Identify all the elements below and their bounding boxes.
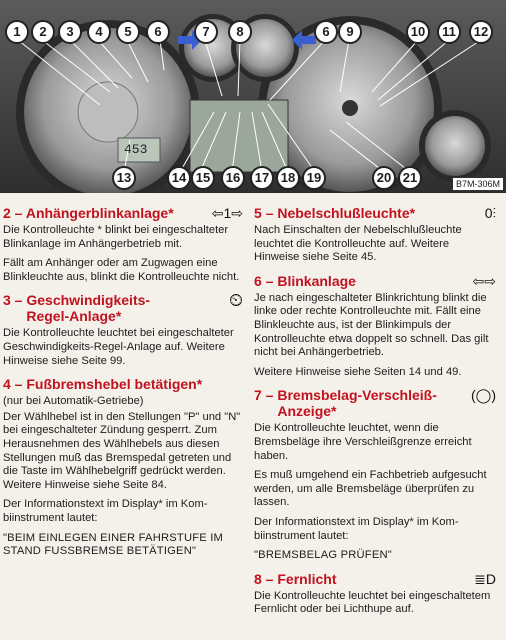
section-6-text-1: Je nach eingeschalteter Blinkrichtung blinkt die linke oder rechte Kontrolleuchte mit. Fällt eine Blinkleuchte aus, ist der Blinkimpuls der Kontrolleuchte etwa doppelt so schnell. Das gilt nicht bei Anhängerbetrieb.	[254, 291, 489, 359]
high-beam-icon: ≣D	[474, 570, 496, 587]
cruise-control-icon: ⏲	[228, 290, 243, 311]
section-4-text-1: Der Wählhebel ist in den Stellungen "P" und "N" bei eingeschalteter Zündung gesperrt. Zum Herausnehmen des Wählhebels aus diesen Stellungen muß das Bremspedal getreten und die Taste im Wählhebelgriff gedrückt werden. Weitere Hinweise siehe Seite 84.	[3, 410, 241, 491]
trailer-turn-signal-icon: ⇦1⇨	[211, 205, 243, 221]
section-3-number: 3 –	[3, 292, 23, 309]
brake-pad-wear-icon: (◯)	[471, 387, 496, 404]
section-3-title: Geschwindigkeits-Regel-Anlage*	[26, 292, 151, 325]
section-8-title: Fernlicht	[277, 570, 337, 587]
instrument-panel-figure	[0, 0, 506, 193]
callout-12: 12	[469, 20, 493, 44]
callout-15: 15	[191, 166, 215, 190]
section-7-title: Bremsbelag-Verschleiß-Anzeige*	[277, 387, 437, 420]
left-column	[3, 202, 243, 565]
section-4-note: (nur bei Automatik-Getriebe)	[3, 395, 144, 408]
section-2-text-2: Fällt am Anhänger oder am Zugwagen eine Blinkleuchte aus, blinkt die Kontrolleuchte nicht.	[3, 257, 240, 283]
section-2-number: 2 –	[3, 205, 23, 221]
section-4-number: 4 –	[3, 376, 23, 393]
callout-5: 5	[116, 20, 140, 44]
callout-6-left: 6	[146, 20, 170, 44]
heading-section-3	[3, 292, 243, 324]
section-6-title: Blinkanlage	[277, 272, 356, 289]
section-3-text-1: Die Kontrolleuchte leuchtet bei eingeschalteter Geschwindigkeits-Regel-Anlage auf. Weitere Hinweise siehe Seite 99.	[3, 327, 234, 367]
callout-6-right: 6	[314, 20, 338, 44]
callout-13: 13	[112, 166, 136, 190]
callout-20: 20	[372, 166, 396, 190]
section-8-number: 8 –	[254, 570, 274, 587]
rear-fog-light-icon: 0⫶	[484, 205, 496, 221]
callout-8: 8	[228, 20, 252, 44]
callout-7: 7	[194, 20, 218, 44]
heading-section-7	[254, 387, 496, 419]
heading-section-2	[3, 205, 243, 221]
oil-temperature-gauge	[419, 110, 491, 182]
heading-section-4	[3, 376, 243, 392]
section-5-text-1: Nach Einschalten der Nebelschlußleuchte leuchtet die Kontrolleuchte auf. Weitere Hinweise siehe Seite 45.	[254, 224, 462, 264]
section-7-text-3: Der Informationstext im Display* im Kombiinstrument lautet:	[254, 515, 459, 542]
turn-signal-icon: ⇦⇨	[472, 272, 496, 289]
callout-2: 2	[31, 20, 55, 44]
lcd-readout: 453	[124, 142, 148, 157]
callout-16: 16	[221, 166, 245, 190]
section-8-text-1: Die Kontrolleuchte leuchtet bei eingeschaltetem Fernlicht oder bei Lichthupe auf.	[254, 589, 491, 616]
section-7-number: 7 –	[254, 387, 274, 404]
right-column	[254, 202, 496, 623]
callout-19: 19	[302, 166, 326, 190]
callout-9: 9	[338, 20, 362, 44]
callout-3: 3	[58, 20, 82, 44]
callout-10: 10	[406, 20, 430, 44]
section-4-text-2: Der Informationstext im Display* im Kombiinstrument lautet:	[3, 498, 208, 524]
callout-14: 14	[167, 166, 191, 190]
section-2-text-1: Die Kontrolleuchte * blinkt bei eingeschalteter Blinkanlage im Anhängerbetrieb mit.	[3, 224, 229, 250]
section-6-number: 6 –	[254, 272, 274, 289]
section-5-number: 5 –	[254, 205, 274, 221]
heading-section-6	[254, 273, 496, 289]
section-7-text-2: Es muß umgehend ein Fachbetrieb aufgesucht werden, um alle Bremsbeläge überprüfen zu lassen.	[254, 469, 487, 509]
section-4-title: Fußbremshebel betätigen*	[26, 376, 203, 393]
section-7-text-1: Die Kontrolleuchte leuchtet, wenn die Bremsbeläge ihre Verschleißgrenze erreicht haben.	[254, 422, 472, 462]
section-2-title: Anhängerblinkanlage*	[25, 205, 174, 221]
section-7-display-text: "BREMSBELAG PRÜFEN"	[254, 549, 392, 562]
section-6-text-2: Weitere Hinweise siehe Seiten 14 und 49.	[254, 365, 462, 378]
callout-21: 21	[398, 166, 422, 190]
heading-section-5	[254, 205, 496, 221]
heading-section-8	[254, 571, 496, 587]
callout-4: 4	[87, 20, 111, 44]
figure-reference: B7M-306M	[452, 177, 504, 191]
callout-1: 1	[5, 20, 29, 44]
section-4-display-text: "BEIM EINLEGEN EINER FAHRSTUFE IM STAND FUSSBREMSE BETÄTIGEN"	[3, 531, 224, 558]
section-5-title: Nebelschlußleuchte*	[277, 205, 416, 221]
callout-17: 17	[250, 166, 274, 190]
callout-11: 11	[437, 20, 461, 44]
callout-18: 18	[276, 166, 300, 190]
